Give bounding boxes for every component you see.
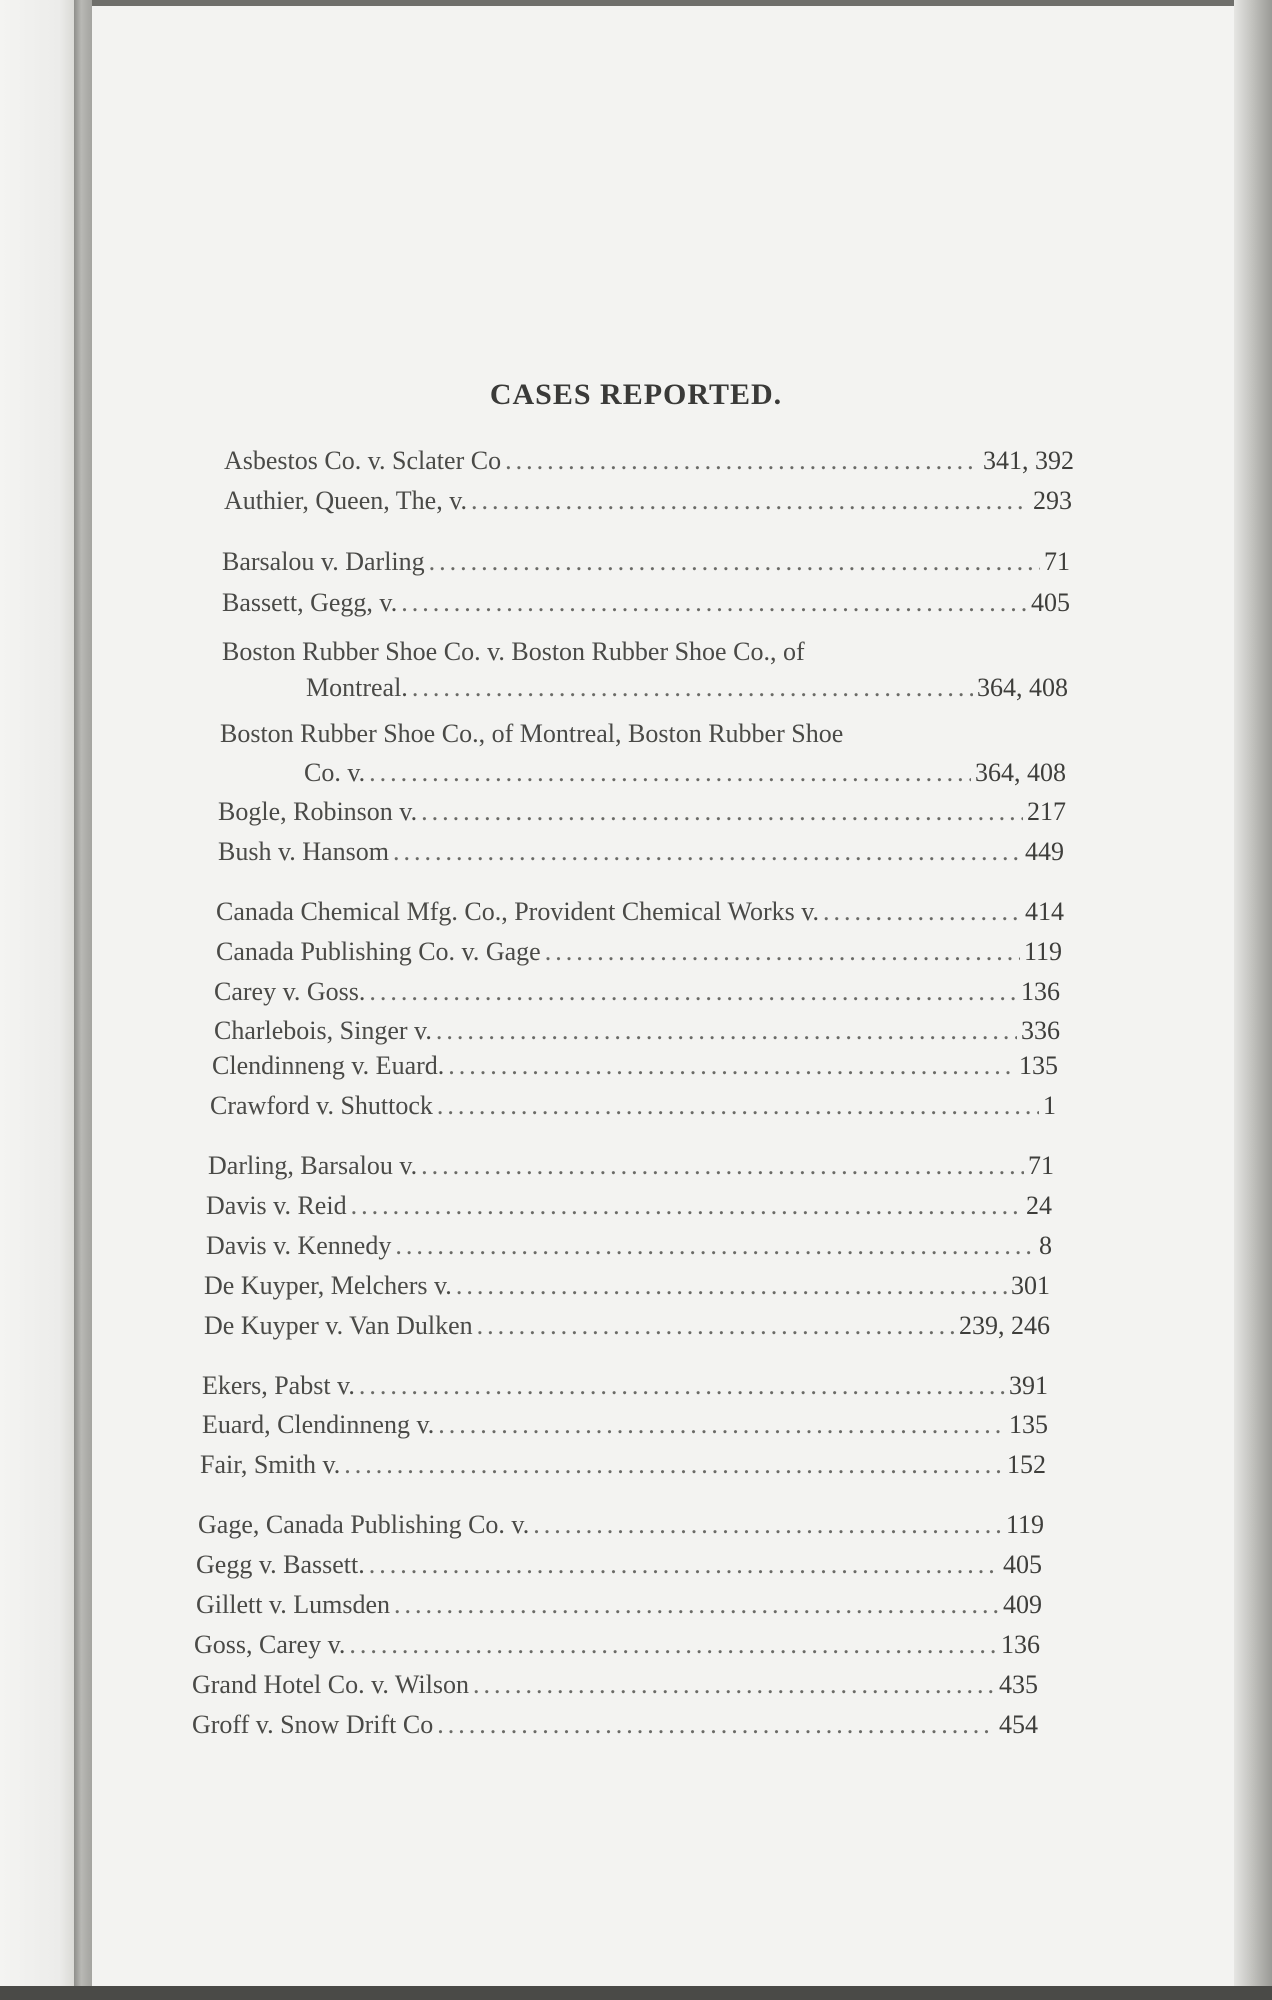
case-pages: 449 (1025, 837, 1064, 866)
case-pages: 364, 408 (975, 758, 1066, 787)
case-pages: 71 (1028, 1151, 1054, 1180)
case-entry (194, 1629, 1040, 1661)
dot-leader (344, 1449, 1003, 1481)
case-pages: 71 (1044, 547, 1070, 576)
case-entry (224, 445, 1074, 477)
dot-leader (359, 1370, 1005, 1402)
dot-leader (438, 1409, 1005, 1441)
case-entry (206, 1230, 1052, 1262)
dot-leader (369, 1549, 999, 1581)
case-entry (192, 1669, 1038, 1701)
dot-leader (394, 1589, 999, 1621)
dot-leader (401, 587, 1027, 619)
case-name: Davis v. Kennedy (206, 1231, 392, 1260)
case-pages: 217 (1027, 797, 1066, 826)
dot-leader (395, 1230, 1035, 1262)
case-entry (206, 1190, 1052, 1222)
case-name: Asbestos Co. v. Sclater Co (224, 446, 502, 475)
dot-leader (448, 1050, 1015, 1082)
case-entry (216, 936, 1062, 968)
case-pages: 1 (1043, 1091, 1056, 1120)
case-name-first-line: Boston Rubber Shoe Co. v. Boston Rubber Shoe Co., of (222, 637, 805, 666)
case-entry (214, 1015, 1060, 1047)
case-pages: 136 (1001, 1630, 1040, 1659)
dot-leader (349, 1629, 997, 1661)
dot-leader (436, 1015, 1017, 1047)
dot-leader (369, 976, 1017, 1008)
case-entry (198, 1509, 1044, 1541)
case-name: Gegg v. Bassett. (196, 1550, 365, 1579)
case-pages: 391 (1009, 1371, 1048, 1400)
case-entry (304, 757, 1066, 789)
case-pages: 24 (1026, 1191, 1052, 1220)
case-entry (222, 546, 1070, 578)
case-pages: 341, 392 (983, 446, 1074, 475)
case-entry (202, 1370, 1048, 1402)
case-name: Bassett, Gegg, v. (222, 588, 398, 617)
case-name-first-line: Boston Rubber Shoe Co., of Montreal, Boston Rubber Shoe (220, 719, 844, 748)
dot-leader (471, 485, 1029, 517)
case-entry (204, 1270, 1050, 1302)
case-entry (218, 796, 1066, 828)
case-name: Crawford v. Shuttock (210, 1091, 433, 1120)
case-entry (216, 896, 1064, 928)
dot-leader (823, 896, 1021, 928)
case-pages: 405 (1003, 1550, 1042, 1579)
case-pages: 301 (1011, 1271, 1050, 1300)
case-entry (196, 1549, 1042, 1581)
dot-leader (351, 1190, 1022, 1222)
case-pages: 364, 408 (977, 673, 1068, 702)
case-pages: 239, 246 (959, 1311, 1050, 1340)
case-entry (196, 1589, 1042, 1621)
case-name: Bush v. Hansom (218, 837, 389, 866)
case-name: Barsalou v. Darling (222, 547, 425, 576)
dot-leader (505, 445, 979, 477)
case-pages: 414 (1025, 897, 1064, 926)
case-name: Euard, Clendinneng v. (202, 1410, 435, 1439)
case-entry (218, 836, 1064, 868)
case-pages: 152 (1007, 1450, 1046, 1479)
dot-leader (473, 1669, 995, 1701)
case-pages: 454 (999, 1710, 1038, 1739)
case-pages: 119 (1005, 1510, 1044, 1539)
case-entry (212, 1050, 1058, 1082)
case-name: Co. v. (304, 758, 366, 787)
dot-leader (421, 796, 1023, 828)
dot-leader (477, 1310, 955, 1342)
case-name: De Kuyper v. Van Dulken (204, 1311, 473, 1340)
case-pages: 8 (1039, 1231, 1052, 1260)
case-pages: 409 (1003, 1590, 1042, 1619)
case-name: Davis v. Reid (206, 1191, 347, 1220)
case-pages: 119 (1023, 937, 1062, 966)
case-name: Montreal. (306, 673, 408, 702)
case-name: Darling, Barsalou v. (208, 1151, 418, 1180)
dot-leader (545, 936, 1020, 968)
case-name: Charlebois, Singer v. (214, 1016, 432, 1045)
dot-leader (412, 672, 973, 704)
case-entry (210, 1090, 1056, 1122)
case-pages: 293 (1033, 486, 1072, 515)
dot-leader (393, 836, 1021, 868)
case-name: Canada Publishing Co. v. Gage (216, 937, 541, 966)
dot-leader (437, 1709, 995, 1741)
case-entry (208, 1150, 1054, 1182)
case-pages: 435 (999, 1670, 1038, 1699)
dot-leader (369, 757, 971, 789)
case-entry (200, 1449, 1046, 1481)
dot-leader (429, 546, 1040, 578)
dot-leader (533, 1509, 1002, 1541)
case-name: Authier, Queen, The, v. (224, 486, 468, 515)
case-name: Canada Chemical Mfg. Co., Provident Chemical Works v. (216, 897, 820, 926)
case-name: Bogle, Robinson v. (218, 797, 418, 826)
case-entry (214, 976, 1060, 1008)
case-name: Gillett v. Lumsden (196, 1590, 391, 1619)
dot-leader (421, 1150, 1024, 1182)
case-pages: 135 (1019, 1051, 1058, 1080)
case-pages: 336 (1021, 1016, 1060, 1045)
dot-leader (456, 1270, 1007, 1302)
dot-leader (437, 1090, 1039, 1122)
case-entry (306, 672, 1068, 704)
case-name: Grand Hotel Co. v. Wilson (192, 1670, 469, 1699)
case-name: Goss, Carey v. (194, 1630, 346, 1659)
case-entry (204, 1310, 1050, 1342)
case-name: Clendinneng v. Euard. (212, 1051, 445, 1080)
case-name: Gage, Canada Publishing Co. v. (198, 1510, 530, 1539)
case-pages: 405 (1031, 588, 1070, 617)
case-entry (222, 587, 1070, 619)
case-pages: 135 (1009, 1410, 1048, 1439)
case-entry (224, 485, 1072, 517)
case-name: Carey v. Goss. (214, 977, 366, 1006)
case-name: De Kuyper, Melchers v. (204, 1271, 452, 1300)
case-name: Ekers, Pabst v. (202, 1371, 355, 1400)
case-name: Groff v. Snow Drift Co (192, 1710, 434, 1739)
case-entry (192, 1709, 1038, 1741)
case-entry (202, 1409, 1048, 1441)
page-title: CASES REPORTED. (489, 378, 783, 411)
case-pages: 136 (1021, 977, 1060, 1006)
case-name: Fair, Smith v. (200, 1450, 341, 1479)
